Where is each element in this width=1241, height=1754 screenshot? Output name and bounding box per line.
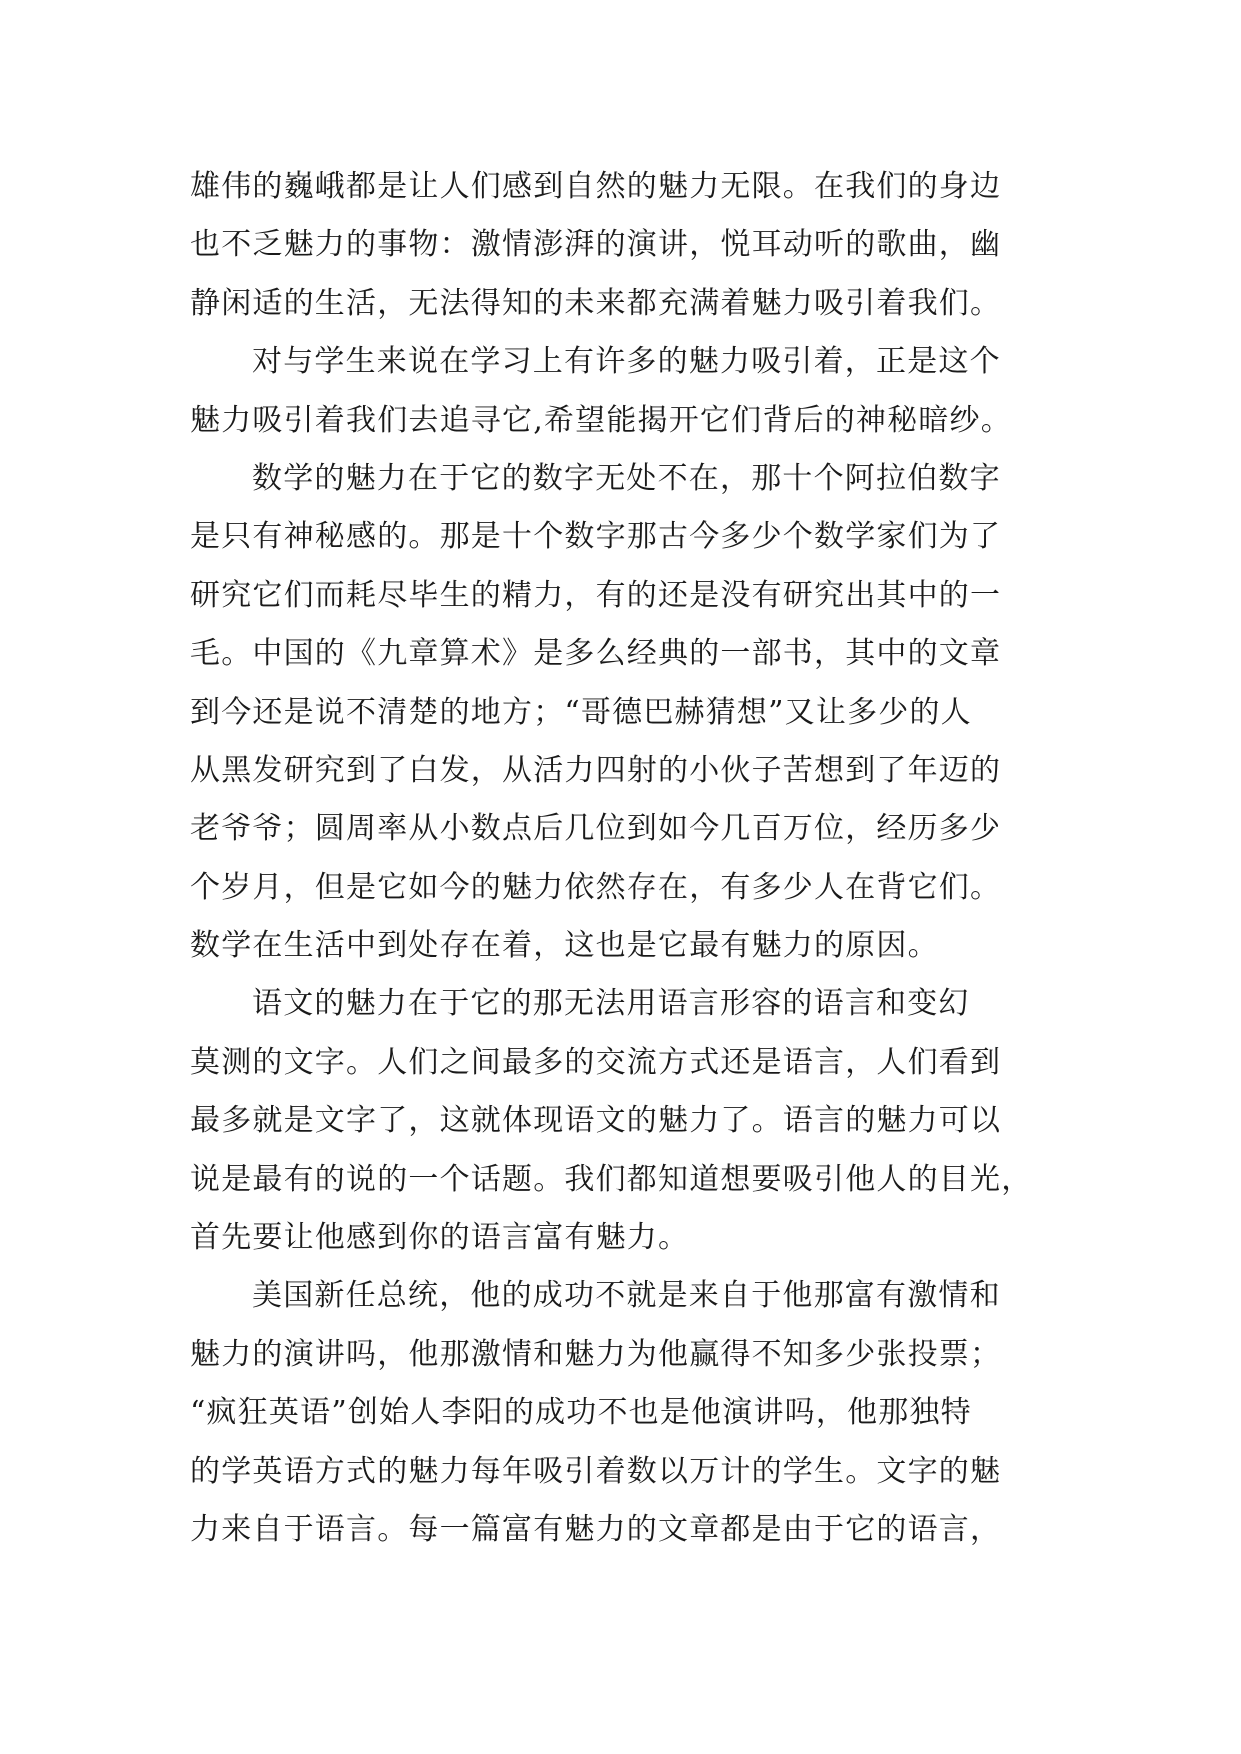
paragraph-start-line: 美国新任总统，他的成功不就是来自于他那富有激情和 [252,1278,1001,1314]
paragraph-start-line: 数学的魅力在于它的数字无处不在，那十个阿拉伯数字 [252,460,1001,496]
text-line: 莫测的文字。人们之间最多的交流方式还是语言，人们看到 [190,1044,1002,1080]
text-line: 静闲适的生活，无法得知的未来都充满着魅力吸引着我们。 [190,285,1002,321]
text-line: 说是最有的说的一个话题。我们都知道想要吸引他人的目光， [190,1161,1033,1197]
text-line: 力来自于语言。每一篇富有魅力的文章都是由于它的语言， [190,1511,1002,1547]
text-line: 是只有神秘感的。那是十个数字那古今多少个数学家们为了 [190,519,1002,555]
text-line: 从黑发研究到了白发，从活力四射的小伙子苦想到了年迈的 [190,752,1002,788]
text-line: 雄伟的巍峨都是让人们感到自然的魅力无限。在我们的身边 [190,169,1002,204]
text-line: 老爷爷；圆周率从小数点后几位到如今几百万位，经历多少 [190,811,1002,847]
text-line: 的学英语方式的魅力每年吸引着数以万计的学生。文字的魅 [190,1453,1002,1489]
text-line: 毛。中国的《九章算术》是多么经典的一部书，其中的文章 [190,636,1002,672]
text-line: 数学在生活中到处存在着，这也是它最有魅力的原因。 [190,928,939,964]
text-line: 魅力吸引着我们去追寻它,希望能揭开它们背后的神秘暗纱。 [190,402,1012,438]
paragraph-start-line: 对与学生来说在学习上有许多的魅力吸引着，正是这个 [252,344,1001,380]
document-body [190,158,1070,1559]
paragraph-start-line: 语文的魅力在于它的那无法用语言形容的语言和变幻 [252,986,970,1022]
text-line: 研究它们而耗尽毕生的精力，有的还是没有研究出其中的一 [190,577,1002,613]
text-line: 也不乏魅力的事物：激情澎湃的演讲，悦耳动听的歌曲，幽 [190,227,1002,263]
text-line: 最多就是文字了，这就体现语文的魅力了。语言的魅力可以 [190,1103,1002,1139]
text-line: 魅力的演讲吗，他那激情和魅力为他赢得不知多少张投票； [190,1336,1002,1372]
text-line: 首先要让他感到你的语言富有魅力。 [190,1220,690,1256]
text-line: 到今还是说不清楚的地方；“哥德巴赫猜想”又让多少的人 [190,694,972,730]
text-line: “疯狂英语”创始人李阳的成功不也是他演讲吗，他那独特 [190,1395,972,1431]
text-line: 个岁月，但是它如今的魅力依然存在，有多少人在背它们。 [190,869,1002,905]
